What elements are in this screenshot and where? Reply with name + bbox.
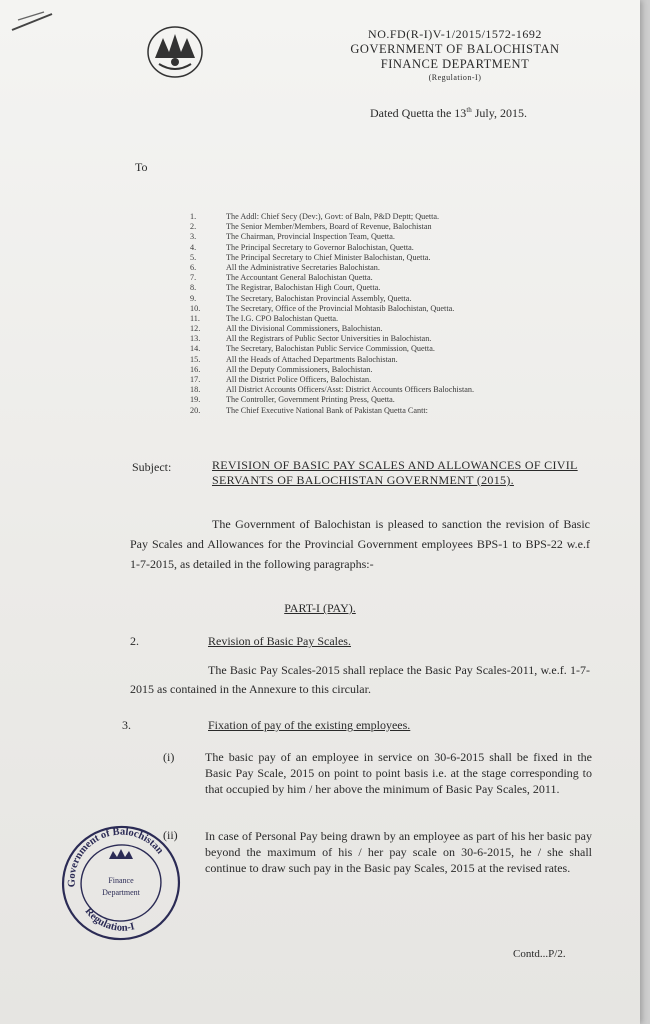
- section-title: Revision of Basic Pay Scales.: [208, 634, 351, 648]
- addressee-number: 15.: [190, 354, 201, 364]
- stamp-inner-line1: Finance: [108, 876, 134, 885]
- addressee-number: 13.: [190, 334, 201, 344]
- subject-label: Subject:: [132, 460, 172, 474]
- sub-item-text: In case of Personal Pay being drawn by an employee as part of his her basic pay beyond the maximum of his / her pay scale on 30-6-2015, he / she shall continue to draw such pay in the Basic pay Scales, 2015 at the revised rates.: [205, 829, 592, 875]
- intro-paragraph: The Government of Balochistan is pleased to sanction the revision of Basic Pay Scales and Allowances for the Provincial Government employees BPS-1 to BPS-22 w.e.f 1-7-2015, as detailed in the following paragraphs:-: [130, 517, 590, 571]
- addressee-text: The Secretary, Balochistan Public Service Commission, Quetta.: [226, 344, 435, 354]
- dated-line: Dated Quetta the 13th July, 2015.: [370, 106, 527, 120]
- addressee-text: The Chief Executive National Bank of Pakistan Quetta Cantt:: [226, 405, 428, 415]
- government-heading: GOVERNMENT OF BALOCHISTAN: [350, 42, 560, 56]
- addressee-number: 8.: [190, 283, 197, 293]
- addressee-item: [190, 273, 570, 283]
- addressee-number: 16.: [190, 364, 201, 374]
- addressee-item: [190, 232, 570, 242]
- addressee-item: [190, 395, 570, 405]
- continued-note: Contd...P/2.: [513, 948, 566, 960]
- addressee-text: All the Administrative Secretaries Balochistan.: [226, 262, 380, 272]
- section-number: 3.: [122, 718, 131, 732]
- stamp-outer-text: Government of Balochistan: [66, 826, 166, 888]
- addressee-number: 11.: [190, 313, 200, 323]
- addressee-item: [190, 283, 570, 293]
- addressee-text: All District Accounts Officers/Asst: District Accounts Officers Balochistan.: [226, 385, 475, 395]
- addressee-number: 19.: [190, 395, 201, 405]
- addressee-text: The Secretary, Office of the Provincial Mohtasib Balochistan, Quetta.: [226, 303, 455, 313]
- addressee-text: The Senior Member/Members, Board of Revenue, Balochistan: [226, 222, 432, 232]
- section-heading: (Regulation-I): [428, 73, 482, 82]
- addressee-text: The Accountant General Balochistan Quetta.: [226, 273, 373, 283]
- addressee-item: [190, 375, 570, 385]
- addressee-number: 18.: [190, 385, 201, 395]
- addressee-text: All the Heads of Attached Departments Balochistan.: [226, 354, 398, 364]
- addressee-item: [190, 344, 570, 354]
- subject-text: REVISION OF BASIC PAY SCALES AND ALLOWANCES OF CIVIL SERVANTS OF BALOCHISTAN GOVERNMENT (2015).: [212, 458, 578, 487]
- addressee-number: 1.: [190, 212, 197, 221]
- addressee-item: [190, 334, 570, 344]
- pen-mark: [8, 8, 56, 36]
- addressee-text: The Addl: Chief Secy (Dev:), Govt: of Baln, P&D Deptt; Quetta.: [226, 212, 440, 221]
- addressee-item: [190, 304, 570, 314]
- sub-item-text: The basic pay of an employee in service on 30-6-2015 shall be fixed in the Basic Pay Scale, 2015 on point to point basis i.e. at the stage corresponding to that occupied by him / her above the minimum of Basic Pay Scales, 2011.: [205, 750, 592, 796]
- stamp-bottom-text: Regulation-I: [82, 905, 136, 934]
- addressee-item: [190, 222, 570, 232]
- department-heading: FINANCE DEPARTMENT: [380, 57, 530, 71]
- addressee-item: [190, 365, 570, 375]
- addressee-text: The Secretary, Balochistan Provincial Assembly, Quetta.: [226, 293, 412, 303]
- to-label: To: [135, 160, 148, 174]
- addressee-item: [190, 385, 570, 395]
- addressee-item: [190, 243, 570, 253]
- addressee-number: 7.: [190, 273, 197, 283]
- sub-item-number: (ii): [163, 828, 178, 842]
- addressee-text: All the Deputy Commissioners, Balochistan.: [226, 364, 373, 374]
- addressee-item: [190, 406, 570, 416]
- addressee-number: 9.: [190, 293, 197, 303]
- addressee-text: The Controller, Government Printing Press, Quetta.: [226, 395, 395, 405]
- addressee-item: [190, 314, 570, 324]
- section-paragraph: The Basic Pay Scales-2015 shall replace the Basic Pay Scales-2011, w.e.f. 1-7-2015 as contained in the Annexure to this circular.: [130, 663, 590, 696]
- section-title: Fixation of pay of the existing employees.: [208, 718, 411, 732]
- section-number: 2.: [130, 634, 139, 648]
- addressee-list: [190, 212, 570, 416]
- addressee-item: [190, 253, 570, 263]
- addressee-text: The Principal Secretary to Governor Balochistan, Quetta.: [226, 242, 414, 252]
- addressee-number: 14.: [190, 344, 201, 354]
- addressee-item: [190, 355, 570, 365]
- addressee-text: The I.G. CPO Balochistan Quetta.: [226, 313, 339, 323]
- addressee-number: 12.: [190, 324, 201, 334]
- stamp-inner-line2: Department: [102, 888, 140, 897]
- addressee-text: The Chairman, Provincial Inspection Team, Quetta.: [226, 232, 395, 242]
- addressee-number: 4.: [190, 242, 197, 252]
- addressee-number: 17.: [190, 375, 201, 384]
- balochistan-emblem-logo: [145, 22, 205, 80]
- addressee-item: [190, 212, 570, 222]
- addressee-text: All the Divisional Commissioners, Balochistan.: [226, 324, 383, 334]
- sub-item-number: (i): [163, 750, 175, 764]
- addressee-text: The Principal Secretary to Chief Minister Balochistan, Quetta.: [226, 252, 431, 262]
- addressee-text: The Registrar, Balochistan High Court, Quetta.: [226, 283, 381, 293]
- addressee-item: [190, 324, 570, 334]
- addressee-number: 10.: [190, 303, 201, 313]
- addressee-number: 20.: [190, 405, 201, 415]
- addressee-number: 6.: [190, 262, 197, 272]
- addressee-number: 2.: [190, 222, 197, 232]
- part-heading: PART-I (PAY).: [284, 601, 356, 615]
- finance-department-stamp: [55, 815, 185, 945]
- addressee-number: 5.: [190, 252, 197, 262]
- reference-number: NO.FD(R-I)V-1/2015/1572-1692: [368, 27, 542, 41]
- addressee-text: All the District Police Officers, Balochistan.: [226, 375, 372, 384]
- addressee-text: All the Registrars of Public Sector Universities in Balochistan.: [226, 334, 432, 344]
- addressee-item: [190, 294, 570, 304]
- addressee-item: [190, 263, 570, 273]
- addressee-number: 3.: [190, 232, 197, 242]
